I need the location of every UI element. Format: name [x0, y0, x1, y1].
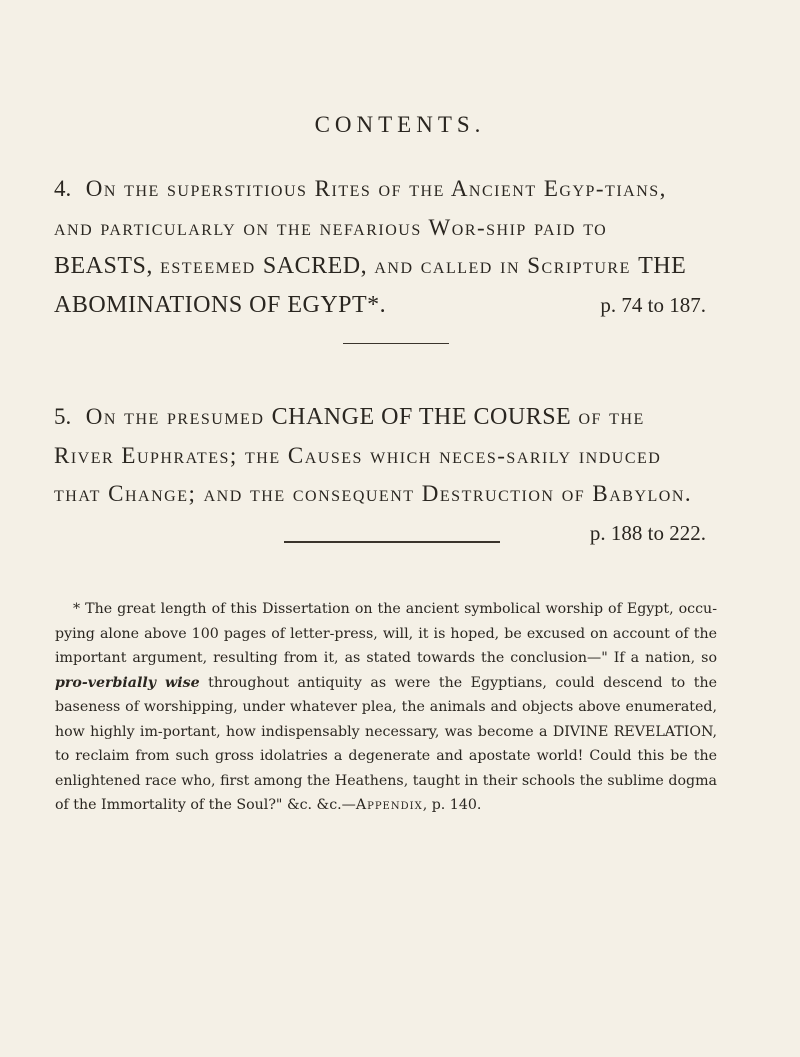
- entry-page-range: p. 74 to 187.: [600, 292, 706, 317]
- entry-emphasis-sacred: SACRED,: [262, 253, 368, 279]
- footnote-text-b: throughout antiquity as were the Egyptians, could descend to the baseness of worshipping, under whatever plea, the animals and objects above enumerated, how highly im-portant, how indispensably necessary, was become a DIVINE REVELATION, to reclaim from such gross idolatries a degenerate and apostate world! Could this be the enlightened race who, first among the Heathens, taught in their schools the sublime dogma of the Immortality of the Soul?" &c. &c.—: [55, 674, 717, 813]
- contents-entry-5: [54, 398, 706, 552]
- footnote-reference-page: , p. 140.: [422, 797, 482, 813]
- entry-text-a: On the presumed: [85, 404, 272, 429]
- entry-emphasis-change: CHANGE OF THE COURSE: [271, 404, 572, 430]
- section-divider: [284, 541, 500, 543]
- contents-entry-4: [54, 170, 706, 324]
- entry-text-a: On the superstitious Rites of the Ancient Egyp-tians, and particularly on the nefarious Wor-ship paid to: [54, 176, 667, 240]
- page-title: CONTENTS.: [314, 112, 486, 137]
- footnote-text-a: * The great length of this Dissertation on the ancient symbolical worship of Egypt, occu-pying alone above 100 pages of letter-press, will, it is hoped, be excused on account of the important argument, resulting from it, as stated towards the conclusion—" If a nation, so: [55, 601, 717, 666]
- entry-number: 5.: [54, 404, 72, 429]
- entry-text-c: and called in Scripture: [367, 253, 639, 278]
- entry-text-b: of the River Euphrates; the Causes which neces-sarily induced that Change; and the consequent Destruction of Babylon.: [54, 404, 693, 506]
- footnote: [55, 597, 717, 818]
- footnote-italic: pro-verbially wise: [55, 674, 200, 691]
- entry-number: 4.: [54, 176, 72, 201]
- section-divider: [343, 343, 449, 344]
- footnote-reference: Appendix: [355, 797, 423, 813]
- entry-page-range: p. 188 to 222.: [589, 520, 706, 545]
- entry-emphasis-abominations: THE ABOMINATIONS OF EGYPT*.: [54, 253, 687, 318]
- entry-text-b: esteemed: [152, 253, 263, 278]
- entry-emphasis-beasts: BEASTS,: [54, 253, 153, 279]
